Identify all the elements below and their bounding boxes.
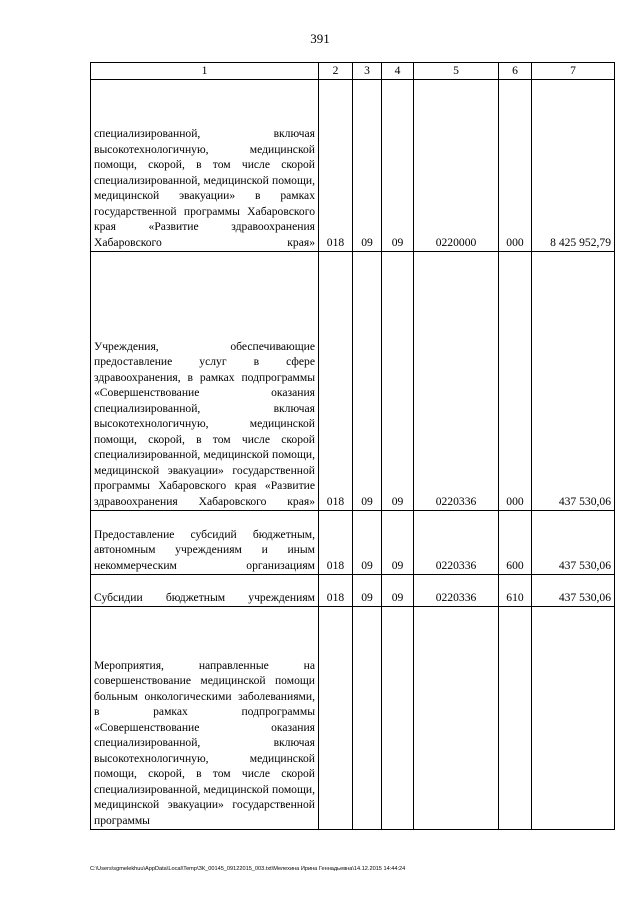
cell-col3: 09 [353, 510, 382, 574]
table-row [91, 574, 615, 606]
cell-col4: 09 [382, 574, 414, 606]
cell-col5: 0220336 [414, 574, 499, 606]
cell-col6: 000 [499, 79, 532, 251]
cell-col3: 09 [353, 79, 382, 251]
cell-col7: 437 530,06 [532, 510, 615, 574]
header-cell: 2 [319, 63, 353, 80]
cell-col2: 018 [319, 574, 353, 606]
cell-col3: 09 [353, 251, 382, 510]
table-row [91, 510, 615, 574]
row-description: специализированной, включая высокотехнологичную, медицинской помощи, скорой, в том числе скорой специализированной, медицинской помощи, медицинской эвакуации» в рамках государственной программы Хабаровского края «Развитие здравоохранения Хабаровского края» [91, 79, 319, 251]
header-cell: 3 [353, 63, 382, 80]
row-description: Учреждения, обеспечивающие предоставление услуг в сфере здравоохранения, в рамках подпрограммы «Совершенствование оказания специализированной, включая высокотехнологичную, медицинской помощи, скорой, в том числе скорой специализированной, медицинской помощи, медицинской эвакуации» государственной программы Хабаровского края «Развитие здравоохранения Хабаровского края» [91, 251, 319, 510]
row-description: Предоставление субсидий бюджетным, автономным учреждениям и иным некоммерческим организациям [91, 510, 319, 574]
header-cell: 7 [532, 63, 615, 80]
cell-col7: 437 530,06 [532, 251, 615, 510]
table-header-row [91, 63, 615, 80]
cell-col4: 09 [382, 251, 414, 510]
cell-col6 [499, 606, 532, 829]
row-description: Субсидии бюджетным учреждениям [91, 574, 319, 606]
cell-col5: 0220336 [414, 510, 499, 574]
cell-col6: 600 [499, 510, 532, 574]
cell-col3: 09 [353, 574, 382, 606]
table-row [91, 251, 615, 510]
cell-col7: 8 425 952,79 [532, 79, 615, 251]
cell-col5 [414, 606, 499, 829]
header-cell: 1 [91, 63, 319, 80]
cell-col2: 018 [319, 510, 353, 574]
page-number: 391 [310, 31, 330, 46]
cell-col5: 0220336 [414, 251, 499, 510]
table-row [91, 606, 615, 829]
cell-col2 [319, 606, 353, 829]
cell-col6: 000 [499, 251, 532, 510]
row-description: Мероприятия, направленные на совершенствование медицинской помощи больным онкологическими заболеваниями, в рамках подпрограммы «Совершенствование оказания специализированной, включая высокотехнологичную, медицинской помощи, скорой, в том числе скорой специализированной, медицинской помощи, медицинской эвакуации» государственной программы [91, 606, 319, 829]
cell-col3 [353, 606, 382, 829]
cell-col4: 09 [382, 79, 414, 251]
cell-col4: 09 [382, 510, 414, 574]
cell-col7: 437 530,06 [532, 574, 615, 606]
table-row [91, 79, 615, 251]
header-cell: 6 [499, 63, 532, 80]
header-cell: 4 [382, 63, 414, 80]
cell-col7 [532, 606, 615, 829]
file-path-footer: C:\Users\sgmelekhuu\AppData\Local\Temp\ЗК_00145_09122015_003.txt\Мелехина Ирина Геннадьевна\14.12.2015 14:44:24 [90, 866, 406, 872]
cell-col5: 0220000 [414, 79, 499, 251]
cell-col2: 018 [319, 79, 353, 251]
budget-table [90, 62, 615, 830]
cell-col4 [382, 606, 414, 829]
cell-col6: 610 [499, 574, 532, 606]
cell-col2: 018 [319, 251, 353, 510]
header-cell: 5 [414, 63, 499, 80]
